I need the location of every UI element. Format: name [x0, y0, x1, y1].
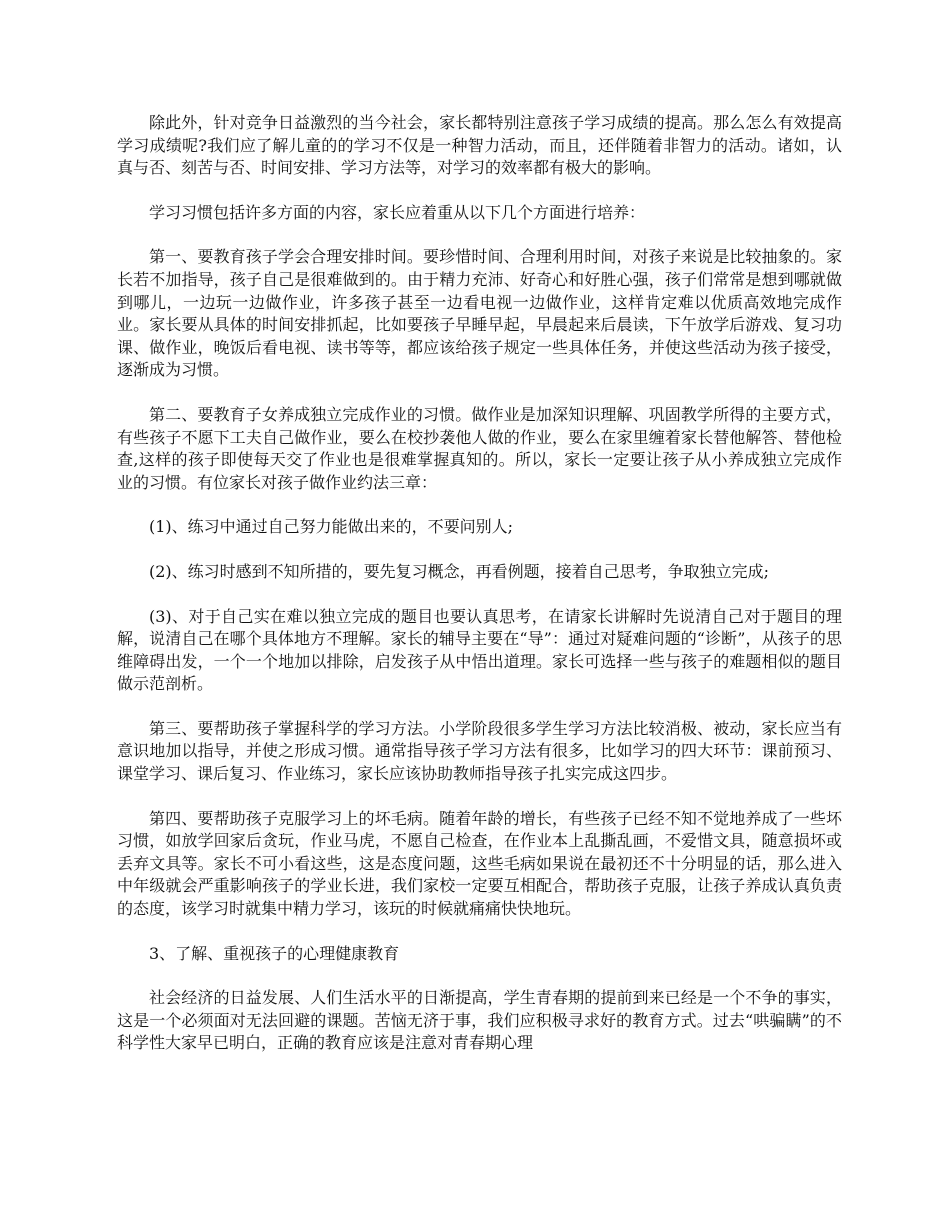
section-heading: 3、了解、重视孩子的心理健康教育: [149, 943, 400, 963]
paragraph: 第四、要帮助孩子克服学习上的坏毛病。随着年龄的增长，有些孩子已经不知不觉地养成了一些坏习惯，如放学回家后贪玩，作业马虎，不愿自己检查，在作业本上乱撕乱画，不爱惜文具，随意损坏或丢弃文具等。家长不可小看这些，这是态度问题，这些毛病如果说在最初还不十分明显的话，那么进入中年级就会严重影响孩子的学业长进，我们家校一定要互相配合，帮助孩子克服，让孩子养成认真负责的态度，该学习时就集中精力学习，该玩的时候就痛痛快快地玩。: [117, 808, 842, 919]
paragraph: 第一、要教育孩子学会合理安排时间。要珍惜时间、合理利用时间，对孩子来说是比较抽象的。家长若不加指导，孩子自己是很难做到的。由于精力充沛、好奇心和好胜心强，孩子们常常是想到哪就做到哪儿，一边玩一边做作业，许多孩子甚至一边看电视一边做作业，这样肯定难以优质高效地完成作业。家长要从具体的时间安排抓起，比如要孩子早睡早起，早晨起来后晨读，下午放学后游戏、复习功课、做作业，晚饭后看电视、读书等等，都应该给孩子规定一些具体任务，并使这些活动为孩子接受，逐渐成为习惯。: [117, 247, 842, 380]
list-item: (2)、练习时感到不知所措的，要先复习概念，再看例题，接着自己思考，争取独立完成;: [149, 561, 770, 581]
paragraph: 除此外，针对竞争日益激烈的当今社会，家长都特别注意孩子学习成绩的提高。那么怎么有效提高学习成绩呢?我们应了解儿童的的学习不仅是一种智力活动，而且，还伴随着非智力的活动。诸如，认真与否、刻苦与否、时间安排、学习方法等，对学习的效率都有极大的影响。: [117, 113, 842, 178]
list-item: (1)、练习中通过自己努力能做出来的，不要问别人;: [149, 517, 514, 537]
paragraph: 第三、要帮助孩子掌握科学的学习方法。小学阶段很多学生学习方法比较消极、被动，家长应当有意识地加以指导，并使之形成习惯。通常指导孩子学习方法有很多，比如学习的四大环节：课前预习、课堂学习、课后复习、作业练习，家长应该协助教师指导孩子扎实完成这四步。: [117, 718, 842, 784]
document-body: [117, 112, 842, 1077]
list-item: (3)、对于自己实在难以独立完成的题目也要认真思考，在请家长讲解时先说清自己对于题目的理解，说清自己在哪个具体地方不理解。家长的辅导主要在“导”：通过对疑难问题的“诊断”，从孩子的思维障碍出发，一个一个地加以排除，启发孩子从中悟出道理。家长可选择一些与孩子的难题相似的题目做示范剖析。: [117, 606, 842, 694]
paragraph: 社会经济的日益发展、人们生活水平的日渐提高，学生青春期的提前到来已经是一个不争的事实，这是一个必须面对无法回避的课题。苦恼无济于事，我们应积极寻求好的教育方式。过去“哄骗瞒”的不科学性大家早已明白，正确的教育应该是注意对青春期心理: [117, 988, 842, 1053]
paragraph: 学习习惯包括许多方面的内容，家长应着重从以下几个方面进行培养：: [149, 202, 646, 222]
paragraph: 第二、要教育子女养成独立完成作业的习惯。做作业是加深知识理解、巩固教学所得的主要方式，有些孩子不愿下工夫自己做作业，要么在校抄袭他人做的作业，要么在家里缠着家长替他解答、替他检查,这样的孩子即使每天交了作业也是很难掌握真知的。所以，家长一定要让孩子从小养成独立完成作业的习惯。有位家长对孩子做作业约法三章：: [117, 404, 842, 492]
